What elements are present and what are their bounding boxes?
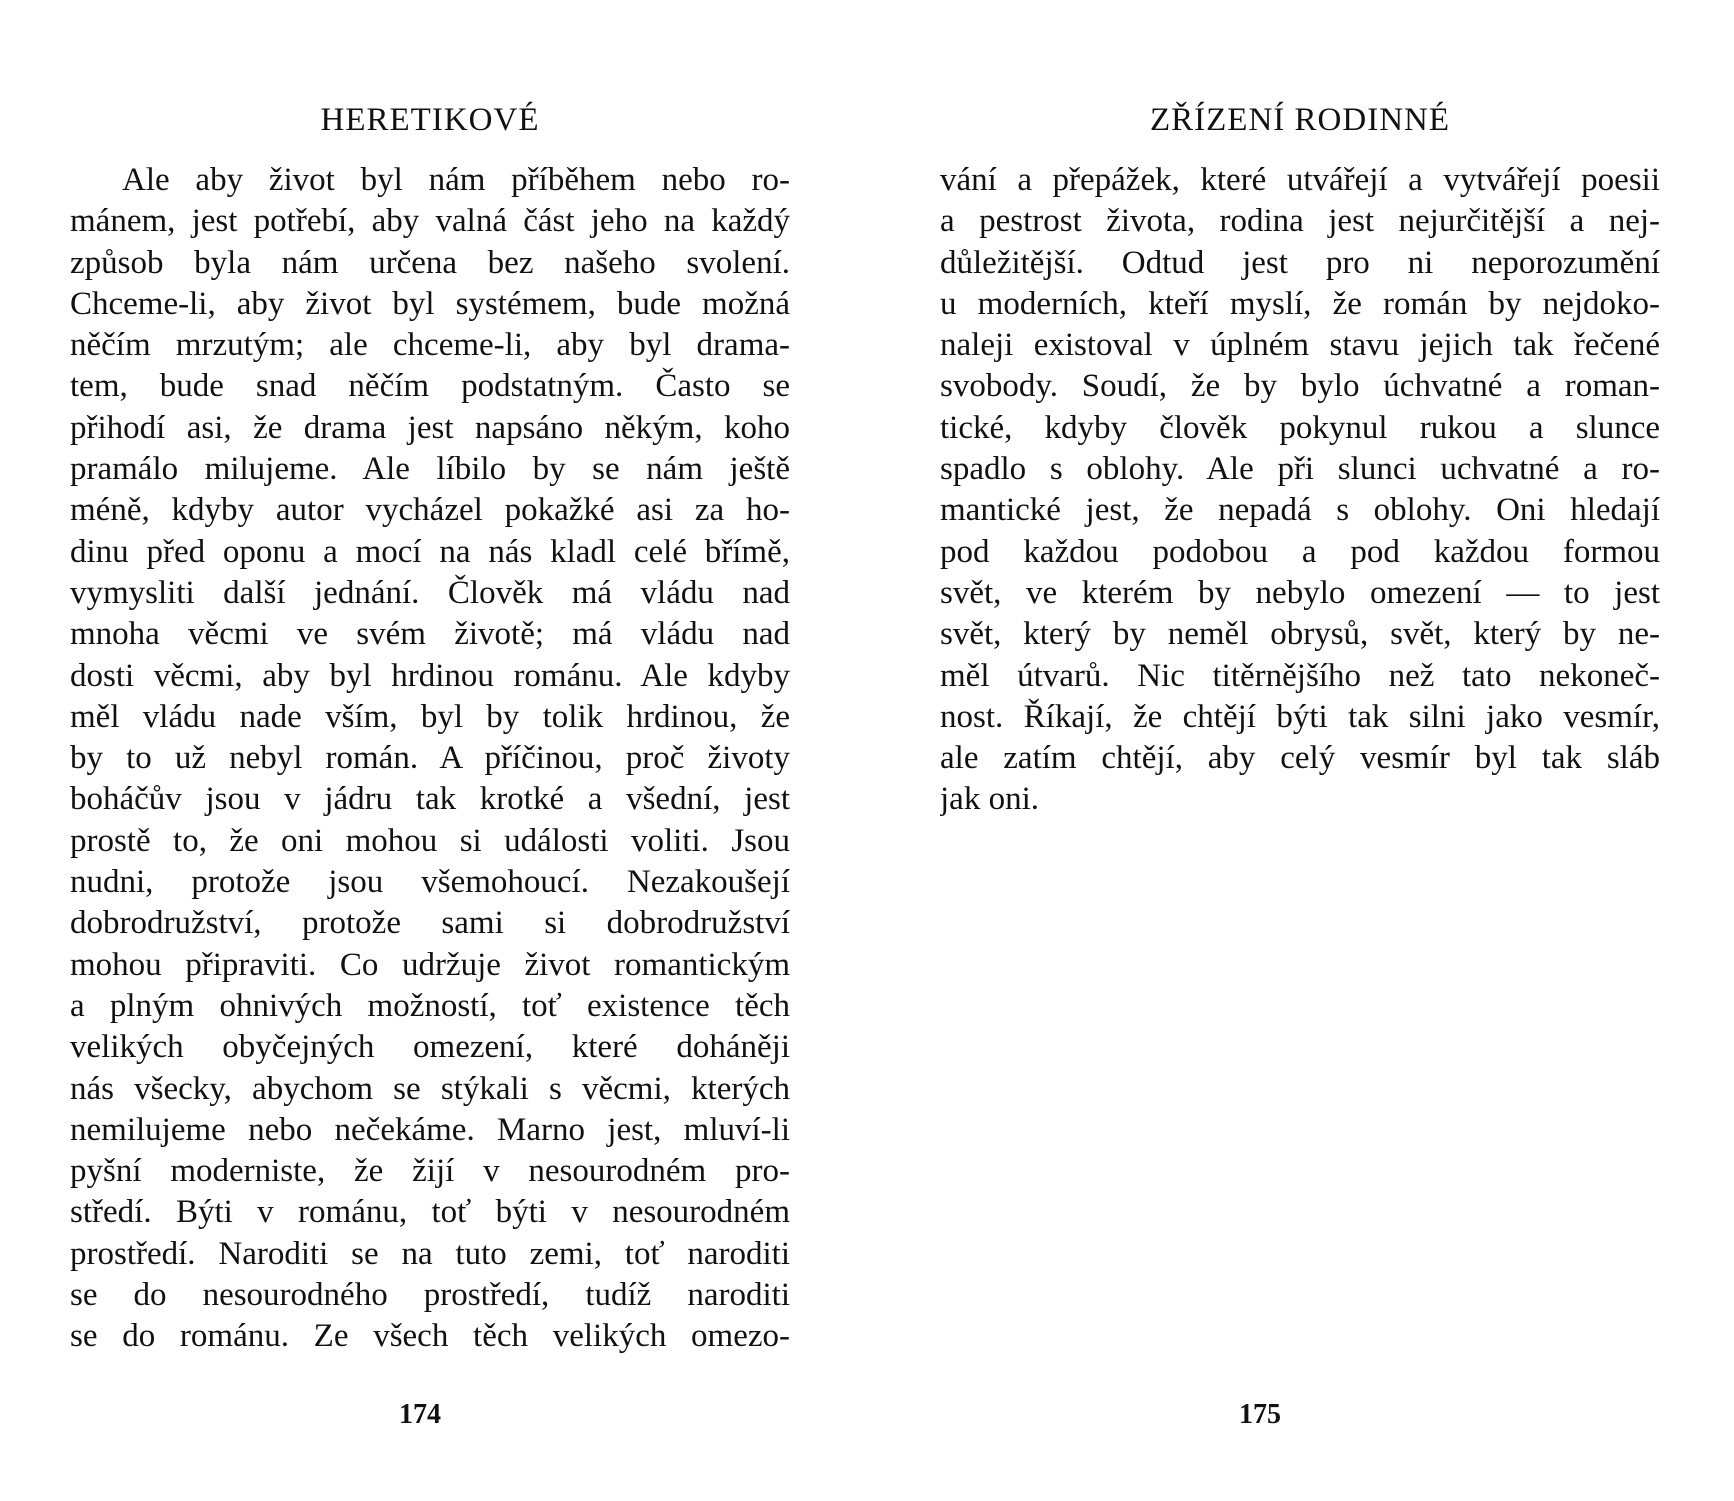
body-text (70, 160, 790, 1358)
text-line: dobrodružství, protože sami si dobrodružství (70, 905, 790, 942)
text-line: mnoha věcmi ve svém životě; má vládu nad (70, 616, 790, 653)
text-line: svobody. Soudí, že by bylo úchvatné a roman- (940, 368, 1660, 405)
text-line: mánem, jest potřebí, aby valná část jeho na každý (70, 203, 790, 240)
text-line: méně, kdyby autor vycházel pokažké asi za ho- (70, 492, 790, 529)
text-line: vymysliti další jednání. Člověk má vládu nad (70, 574, 790, 611)
text-line: nost. Říkají, že chtějí býti tak silni jako vesmír, (940, 698, 1660, 735)
text-line: nemilujeme nebo nečekáme. Marno jest, mluví-li (70, 1111, 790, 1148)
text-line: dosti věcmi, aby byl hrdinou románu. Ale kdyby (70, 657, 790, 694)
text-line: boháčův jsou v jádru tak krotké a všední, jest (70, 781, 790, 818)
page-number: 175 (1239, 1399, 1281, 1430)
text-line: jak oni. (940, 781, 1039, 818)
text-line: se do nesourodného prostředí, tudíž naroditi (70, 1277, 790, 1314)
text-line: důležitější. Odtud jest pro ni neporozumění (940, 244, 1660, 281)
text-line: pyšní moderniste, že žijí v nesourodném pro- (70, 1153, 790, 1190)
text-line: se do románu. Ze všech těch velikých omezo- (70, 1318, 790, 1355)
text-line: vání a přepážek, které utvářejí a vytvářejí poesii (940, 162, 1660, 198)
text-line: a pestrost života, rodina jest nejurčitější a nej- (940, 203, 1660, 240)
text-line: způsob byla nám určena bez našeho svolení. (70, 244, 790, 281)
text-line: tické, kdyby člověk pokynul rukou a slunce (940, 409, 1660, 446)
text-line: měl útvarů. Nic titěrnějšího než tato nekoneč- (940, 657, 1660, 694)
left-page (70, 0, 790, 1501)
running-head: HERETIKOVÉ (320, 102, 540, 138)
text-line: mohou připraviti. Co udržuje život romantickým (70, 946, 790, 983)
running-head: ZŘÍZENÍ RODINNÉ (1149, 102, 1451, 138)
text-line: a plným ohnivých možností, toť existence těch (70, 987, 790, 1024)
body-text (940, 160, 1660, 821)
text-line: pod každou podobou a pod každou formou (940, 533, 1660, 570)
text-line: ale zatím chtějí, aby celý vesmír byl tak sláb (940, 740, 1660, 777)
text-line: tem, bude snad něčím podstatným. Často se (70, 368, 790, 405)
text-line: pramálo milujeme. Ale líbilo by se nám ještě (70, 451, 790, 488)
text-line: mantické jest, že nepadá s oblohy. Oni hledají (940, 492, 1660, 529)
text-line: svět, který by neměl obrysů, svět, který by ne- (940, 616, 1660, 653)
text-line: nudni, protože jsou všemohoucí. Nezakoušejí (70, 864, 790, 901)
text-line: velikých obyčejných omezení, které doháněji (70, 1029, 790, 1066)
text-line: měl vládu nade vším, byl by tolik hrdinou, že (70, 698, 790, 735)
text-line: Chceme-li, aby život byl systémem, bude možná (70, 285, 790, 322)
text-line: u moderních, kteří myslí, že román by nejdoko- (940, 285, 1660, 322)
right-page (940, 0, 1660, 1501)
text-line: naleji existoval v úplném stavu jejich tak řečené (940, 327, 1660, 364)
text-line: Ale aby život byl nám příběhem nebo ro- (122, 162, 790, 198)
text-line: prostředí. Naroditi se na tuto zemi, toť naroditi (70, 1235, 790, 1272)
text-line: prostě to, že oni mohou si události voliti. Jsou (70, 822, 790, 859)
text-line: dinu před oponu a mocí na nás kladl celé břímě, (70, 533, 790, 570)
page-number: 174 (399, 1399, 441, 1430)
text-line: přihodí asi, že drama jest napsáno někým, koho (70, 409, 790, 446)
text-line: spadlo s oblohy. Ale při slunci uchvatné a ro- (940, 451, 1660, 488)
text-line: středí. Býti v románu, toť býti v nesourodném (70, 1194, 790, 1231)
text-line: něčím mrzutým; ale chceme-li, aby byl drama- (70, 327, 790, 364)
text-line: nás všecky, abychom se stýkali s věcmi, kterých (70, 1070, 790, 1107)
text-line: svět, ve kterém by nebylo omezení — to jest (940, 574, 1660, 611)
text-line: by to už nebyl román. A příčinou, proč životy (70, 740, 790, 777)
